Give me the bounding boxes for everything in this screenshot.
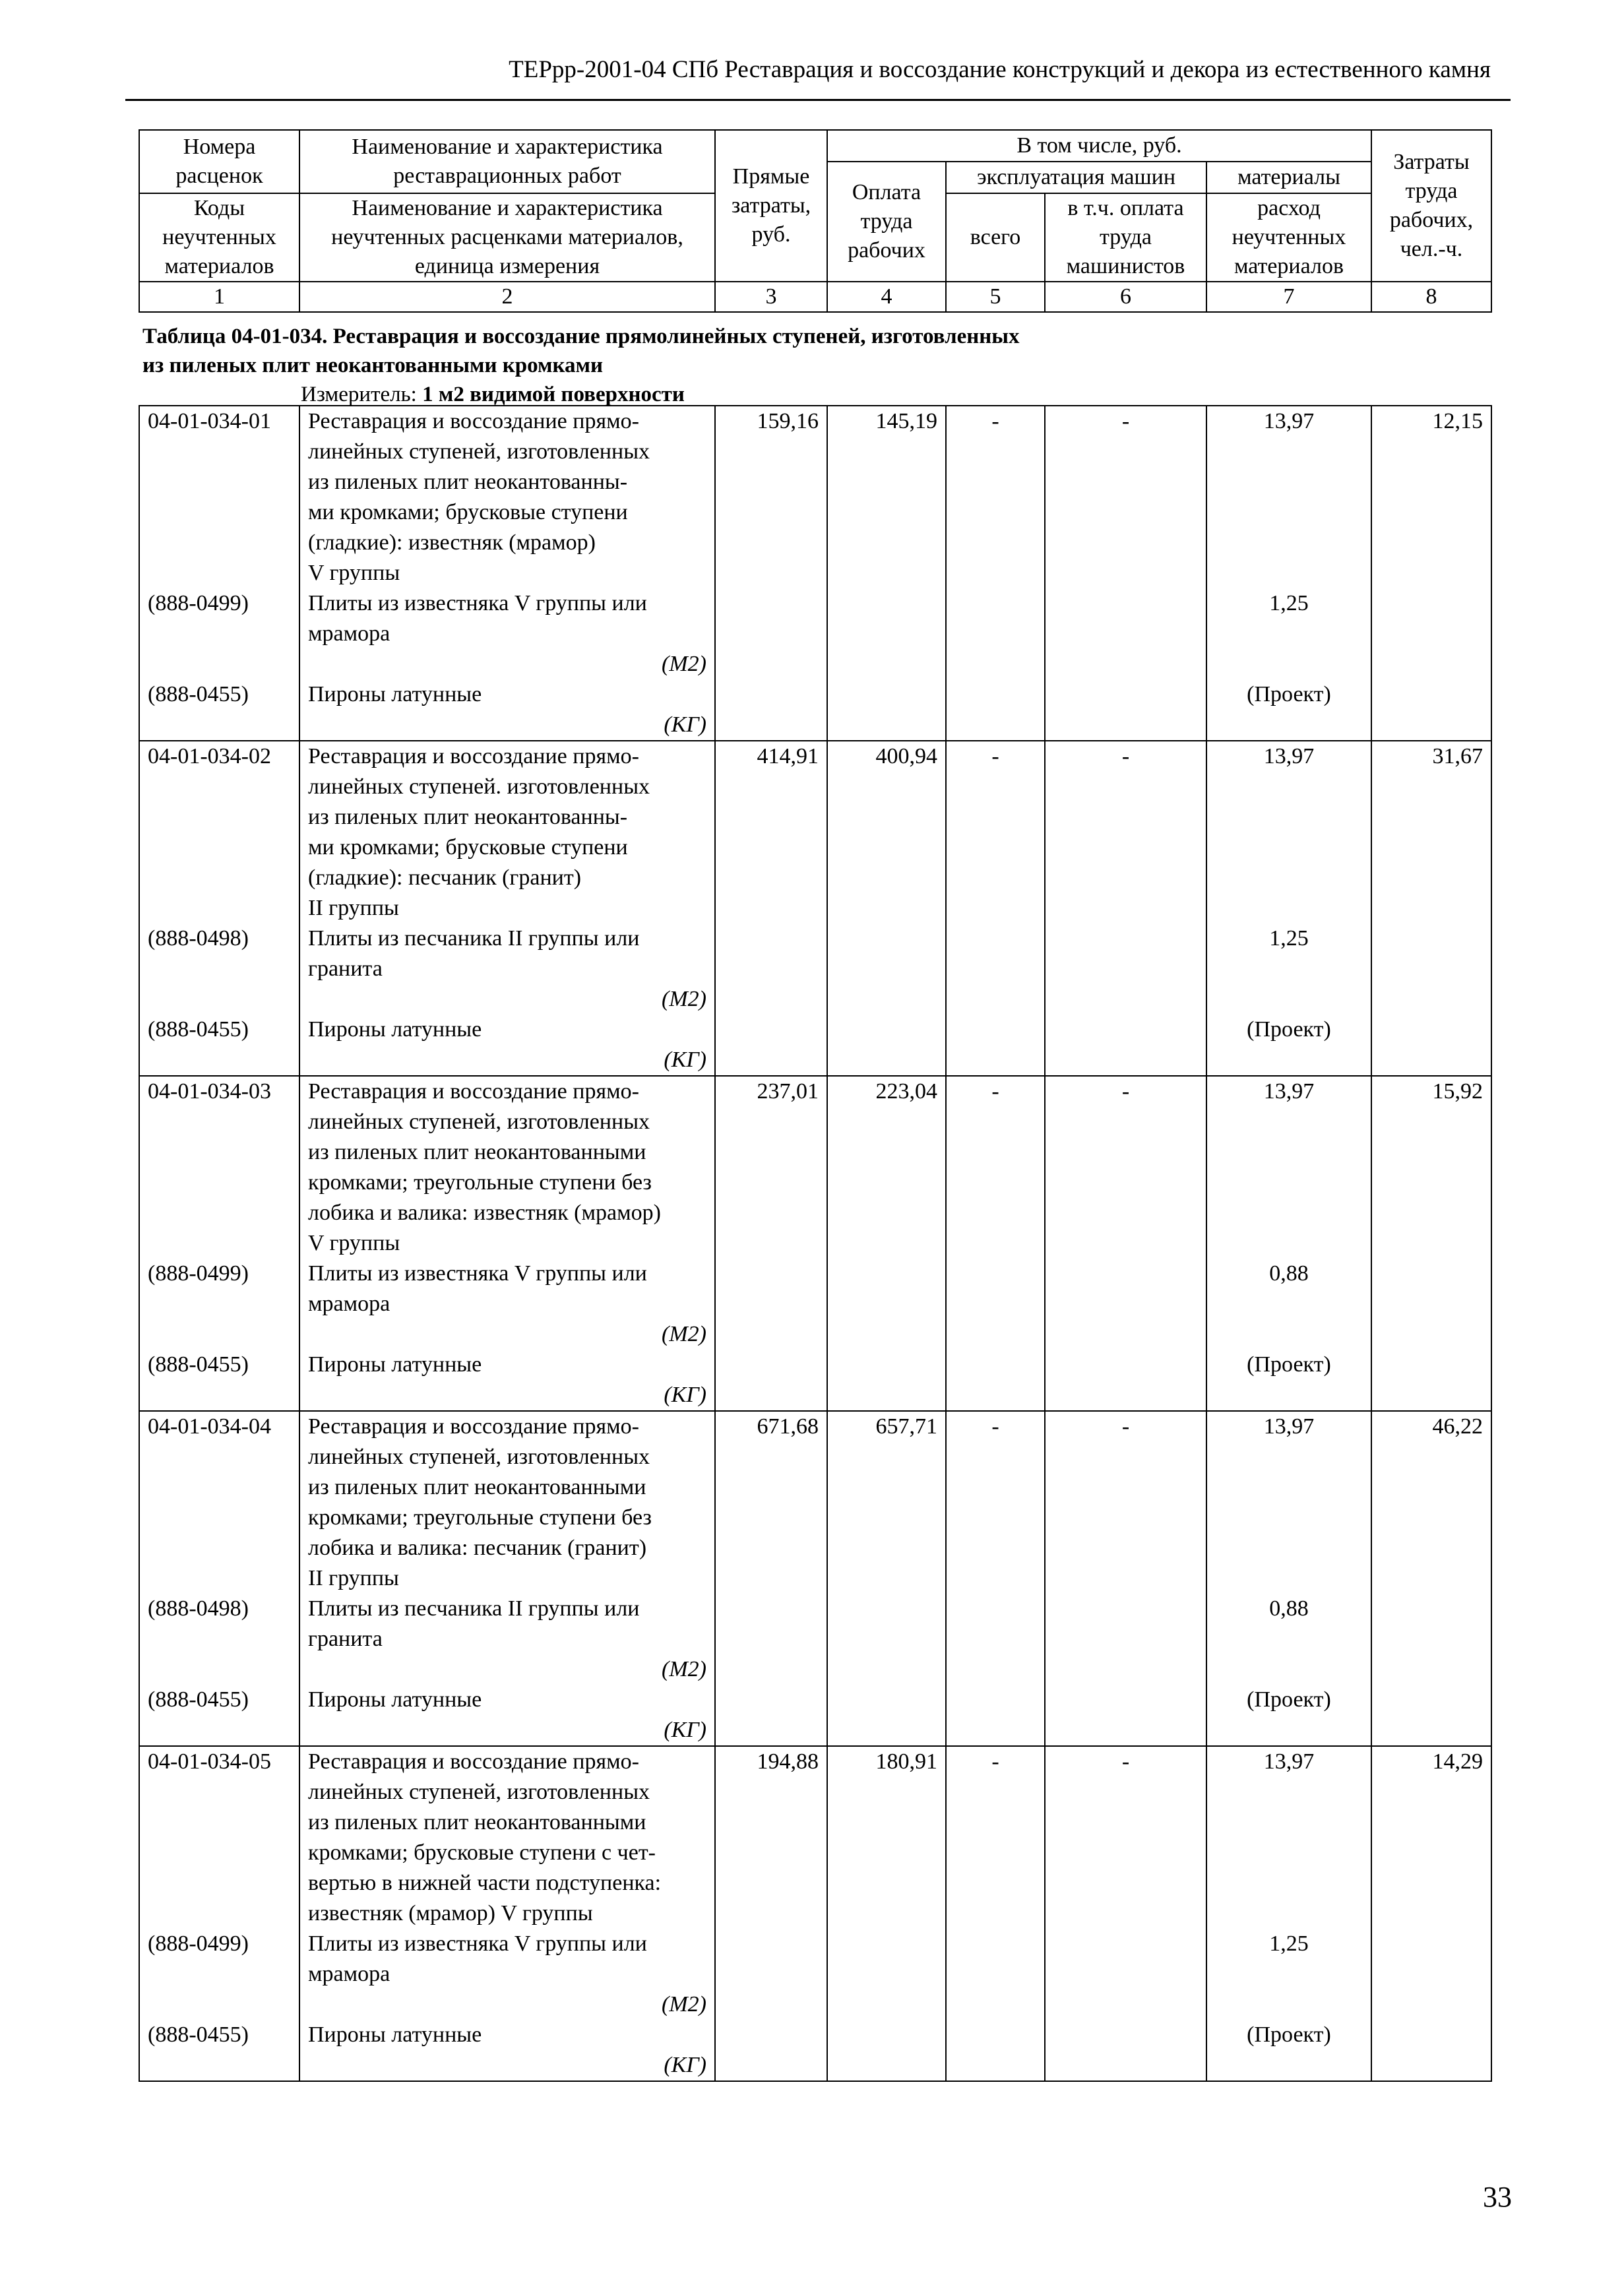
labor-hours: 46,22 bbox=[1371, 1411, 1491, 1746]
material-qty: 0,88 bbox=[1269, 1596, 1309, 1621]
col-num: 2 bbox=[299, 282, 715, 312]
work-line: линейных ступеней, изготовленных bbox=[308, 1110, 650, 1134]
unit-label: (М2) bbox=[662, 652, 706, 676]
materials-value: 13,97 bbox=[1263, 1414, 1315, 1439]
material-code: (888-0455) bbox=[148, 1017, 249, 1042]
meter-value: 1 м2 видимой поверхности bbox=[422, 383, 685, 406]
materials-value: 13,97 bbox=[1263, 744, 1315, 768]
work-line: II группы bbox=[308, 1566, 399, 1590]
material-code: (888-0499) bbox=[148, 591, 249, 615]
work-line: из пиленых плит неокантованными bbox=[308, 1140, 646, 1164]
machinist-pay: - bbox=[1045, 1411, 1206, 1746]
material-code: (888-0498) bbox=[148, 926, 249, 951]
material-name: мрамора bbox=[308, 1292, 390, 1316]
machines-total: - bbox=[946, 741, 1045, 1076]
materials-value: 13,97 bbox=[1263, 1749, 1315, 1774]
work-line: кромками; треугольные ступени без bbox=[308, 1505, 652, 1530]
col-num: 1 bbox=[139, 282, 299, 312]
work-line: ми кромками; брусковые ступени bbox=[308, 835, 628, 860]
page-header bbox=[125, 51, 1511, 101]
col-material-codes: Коды неучтенных материалов bbox=[139, 193, 299, 282]
section-title-line2: из пиленых плит неокантованными кромками bbox=[142, 354, 603, 377]
material-code: (888-0455) bbox=[148, 1687, 249, 1712]
work-line: кромками; брусковые ступени с чет- bbox=[308, 1840, 656, 1865]
col-direct-costs: Прямые затраты, руб. bbox=[715, 130, 827, 282]
machinist-pay: - bbox=[1045, 741, 1206, 1076]
work-line: из пиленых плит неокантованными bbox=[308, 1810, 646, 1834]
machines-total: - bbox=[946, 1411, 1045, 1746]
material-qty: 1,25 bbox=[1269, 591, 1309, 615]
unit-label: (КГ) bbox=[664, 2053, 706, 2077]
material-qty: 1,25 bbox=[1269, 1931, 1309, 1956]
work-line: V группы bbox=[308, 1231, 400, 1255]
unit-label: (КГ) bbox=[664, 712, 706, 737]
page-header-title: ТЕРрр-2001-04 СПб Реставрация и воссоздание конструкций и декора из естественного камня bbox=[509, 56, 1491, 83]
col-machines: эксплуатация машин bbox=[946, 162, 1206, 193]
work-line: лобика и валика: известняк (мрамор) bbox=[308, 1201, 661, 1225]
work-line: линейных ступеней, изготовленных bbox=[308, 1780, 650, 1804]
section-meter bbox=[142, 380, 1020, 409]
labor-pay: 657,71 bbox=[827, 1411, 946, 1746]
direct-costs: 194,88 bbox=[715, 1746, 827, 2081]
col-num: 7 bbox=[1206, 282, 1371, 312]
unit-label: (М2) bbox=[662, 1322, 706, 1346]
unit-label: (М2) bbox=[662, 1657, 706, 1681]
material-name: Плиты из песчаника II группы или bbox=[308, 1596, 640, 1621]
direct-costs: 671,68 bbox=[715, 1411, 827, 1746]
material-name: Плиты из известняка V группы или bbox=[308, 1261, 647, 1286]
col-machines-total: всего bbox=[946, 193, 1045, 282]
work-line: из пиленых плит неокантованны- bbox=[308, 470, 628, 494]
col-num: 4 bbox=[827, 282, 946, 312]
material-qty: (Проект) bbox=[1247, 682, 1331, 706]
material-code: (888-0455) bbox=[148, 682, 249, 706]
col-num: 6 bbox=[1045, 282, 1206, 312]
material-name: мрамора bbox=[308, 621, 390, 646]
material-code: (888-0499) bbox=[148, 1931, 249, 1956]
work-line: Реставрация и воссоздание прямо- bbox=[308, 409, 639, 433]
material-name: Пироны латунные bbox=[308, 2022, 482, 2047]
labor-pay: 145,19 bbox=[827, 406, 946, 741]
column-numbers-row bbox=[139, 282, 1491, 312]
direct-costs: 159,16 bbox=[715, 406, 827, 741]
machinist-pay: - bbox=[1045, 406, 1206, 741]
col-labor-hours: Затраты труда рабочих, чел.-ч. bbox=[1371, 130, 1491, 282]
unit-label: (КГ) bbox=[664, 1048, 706, 1072]
work-line: V группы bbox=[308, 561, 400, 585]
work-line: линейных ступеней, изготовленных bbox=[308, 439, 650, 464]
materials-value: 13,97 bbox=[1263, 1079, 1315, 1104]
col-rate-number: Номера расценок bbox=[139, 130, 299, 193]
material-name: Плиты из песчаника II группы или bbox=[308, 926, 640, 951]
unit-label: (М2) bbox=[662, 987, 706, 1011]
material-name: мрамора bbox=[308, 1962, 390, 1986]
table-row bbox=[139, 406, 1491, 741]
material-qty: (Проект) bbox=[1247, 1687, 1331, 1712]
work-line: линейных ступеней. изготовленных bbox=[308, 774, 650, 799]
material-qty: 1,25 bbox=[1269, 926, 1309, 951]
work-line: Реставрация и воссоздание прямо- bbox=[308, 744, 639, 768]
material-name: Пироны латунные bbox=[308, 1352, 482, 1377]
col-num: 8 bbox=[1371, 282, 1491, 312]
rate-code: 04-01-034-04 bbox=[148, 1414, 271, 1439]
col-work-name: Наименование и характеристика реставрационных работ bbox=[299, 130, 715, 193]
section-title-line1: Таблица 04-01-034. Реставрация и воссоздание прямолинейных ступеней, изготовленных bbox=[142, 325, 1020, 348]
unit-label: (КГ) bbox=[664, 1718, 706, 1742]
work-line: лобика и валика: песчаник (гранит) bbox=[308, 1536, 647, 1560]
rate-code: 04-01-034-01 bbox=[148, 409, 271, 433]
labor-hours: 31,67 bbox=[1371, 741, 1491, 1076]
material-code: (888-0499) bbox=[148, 1261, 249, 1286]
col-labor-pay: Оплата труда рабочих bbox=[827, 162, 946, 282]
direct-costs: 237,01 bbox=[715, 1076, 827, 1411]
work-line: известняк (мрамор) V группы bbox=[308, 1901, 593, 1925]
work-line: из пиленых плит неокантованными bbox=[308, 1475, 646, 1499]
work-line: из пиленых плит неокантованны- bbox=[308, 805, 628, 829]
machinist-pay: - bbox=[1045, 1076, 1206, 1411]
material-qty: (Проект) bbox=[1247, 1017, 1331, 1042]
rate-code: 04-01-034-05 bbox=[148, 1749, 271, 1774]
work-line: линейных ступеней, изготовленных bbox=[308, 1445, 650, 1469]
col-material-consumption: расход неучтенных материалов bbox=[1206, 193, 1371, 282]
col-num: 3 bbox=[715, 282, 827, 312]
materials-value: 13,97 bbox=[1263, 409, 1315, 433]
work-line: (гладкие): песчаник (гранит) bbox=[308, 865, 582, 890]
work-line: Реставрация и воссоздание прямо- bbox=[308, 1749, 639, 1774]
machines-total: - bbox=[946, 1746, 1045, 2081]
work-line: (гладкие): известняк (мрамор) bbox=[308, 530, 596, 555]
material-name: Пироны латунные bbox=[308, 682, 482, 706]
material-name: Плиты из известняка V группы или bbox=[308, 1931, 647, 1956]
col-num: 5 bbox=[946, 282, 1045, 312]
direct-costs: 414,91 bbox=[715, 741, 827, 1076]
col-material-names: Наименование и характеристика неучтенных расценками материалов, единица измерения bbox=[299, 193, 715, 282]
labor-pay: 223,04 bbox=[827, 1076, 946, 1411]
material-name: Пироны латунные bbox=[308, 1017, 482, 1042]
work-line: кромками; треугольные ступени без bbox=[308, 1170, 652, 1195]
material-name: гранита bbox=[308, 956, 383, 981]
rate-code: 04-01-034-02 bbox=[148, 744, 271, 768]
material-code: (888-0455) bbox=[148, 2022, 249, 2047]
rate-code: 04-01-034-03 bbox=[148, 1079, 271, 1104]
col-group-including: В том числе, руб. bbox=[827, 130, 1371, 162]
col-machinist-pay: в т.ч. оплата труда машинистов bbox=[1045, 193, 1206, 282]
material-name: Пироны латунные bbox=[308, 1687, 482, 1712]
material-qty: (Проект) bbox=[1247, 1352, 1331, 1377]
labor-hours: 15,92 bbox=[1371, 1076, 1491, 1411]
table-section-title bbox=[142, 322, 1020, 409]
table-row bbox=[139, 1076, 1491, 1411]
material-qty: 0,88 bbox=[1269, 1261, 1309, 1286]
material-code: (888-0498) bbox=[148, 1596, 249, 1621]
work-line: ми кромками; брусковые ступени bbox=[308, 500, 628, 524]
unit-label: (КГ) bbox=[664, 1383, 706, 1407]
material-name: Плиты из известняка V группы или bbox=[308, 591, 647, 615]
meter-label: Измеритель: bbox=[301, 383, 423, 406]
machines-total: - bbox=[946, 1076, 1045, 1411]
page-number: 33 bbox=[1483, 2181, 1512, 2213]
col-materials: материалы bbox=[1206, 162, 1371, 193]
table-row bbox=[139, 1746, 1491, 2081]
table-row bbox=[139, 741, 1491, 1076]
machines-total: - bbox=[946, 406, 1045, 741]
labor-hours: 12,15 bbox=[1371, 406, 1491, 741]
unit-label: (М2) bbox=[662, 1992, 706, 2017]
material-code: (888-0455) bbox=[148, 1352, 249, 1377]
material-name: гранита bbox=[308, 1627, 383, 1651]
work-line: Реставрация и воссоздание прямо- bbox=[308, 1414, 639, 1439]
labor-hours: 14,29 bbox=[1371, 1746, 1491, 2081]
work-line: вертью в нижней части подступенка: bbox=[308, 1871, 662, 1895]
labor-pay: 180,91 bbox=[827, 1746, 946, 2081]
machinist-pay: - bbox=[1045, 1746, 1206, 2081]
work-line: Реставрация и воссоздание прямо- bbox=[308, 1079, 639, 1104]
labor-pay: 400,94 bbox=[827, 741, 946, 1076]
price-table bbox=[139, 129, 1492, 2082]
work-line: II группы bbox=[308, 896, 399, 920]
material-qty: (Проект) bbox=[1247, 2022, 1331, 2047]
table-row bbox=[139, 1411, 1491, 1746]
